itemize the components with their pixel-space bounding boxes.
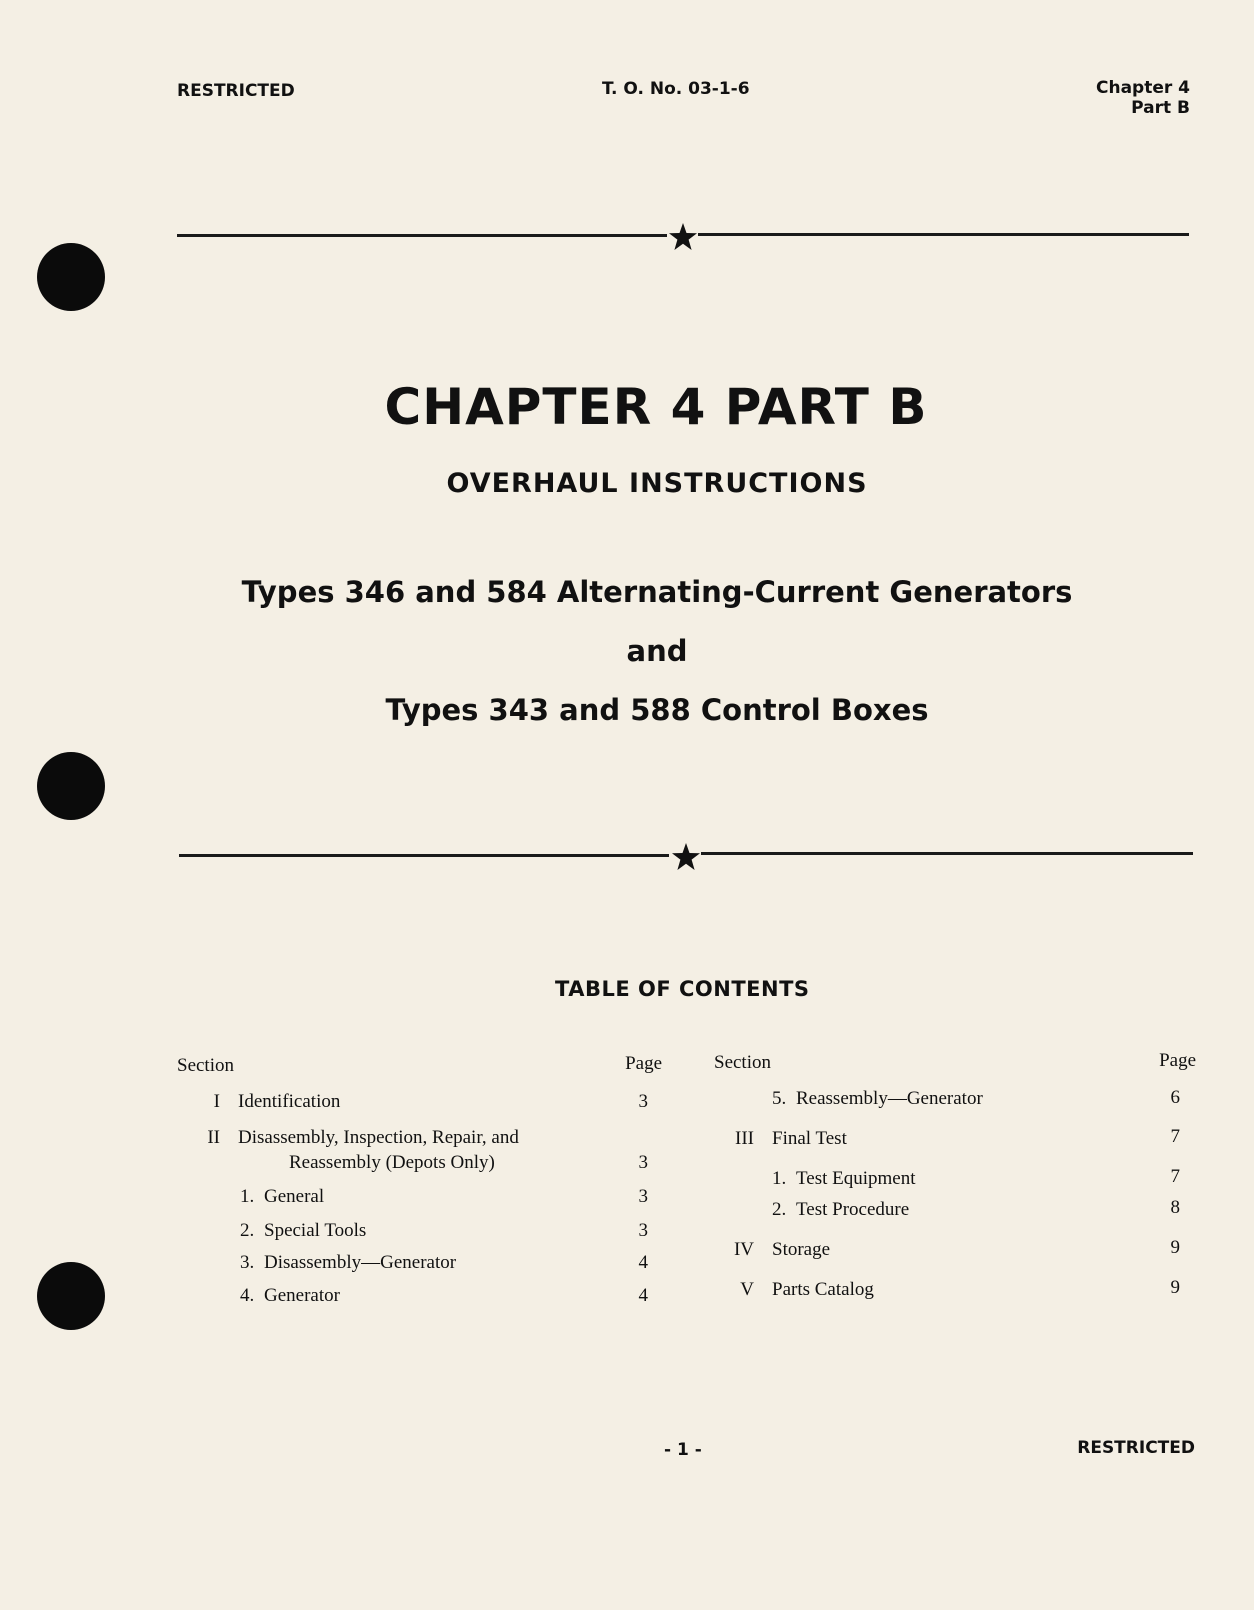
toc-entry-label: Identification	[238, 1091, 341, 1112]
star-icon	[671, 842, 701, 872]
divider-rule	[179, 854, 669, 857]
footer-page-number: - 1 -	[664, 1440, 702, 1460]
divider-rule	[177, 234, 667, 237]
toc-entry-page: 6	[1170, 1087, 1180, 1108]
toc-entry-label: Test Procedure	[796, 1199, 910, 1220]
binder-hole-icon	[37, 1262, 105, 1330]
title-types-generators: Types 346 and 584 Alternating-Current Generators	[241, 575, 1073, 609]
toc-col-page: Page	[1159, 1050, 1196, 1071]
divider-rule	[701, 852, 1193, 855]
toc-entry-page: 7	[1170, 1166, 1180, 1187]
divider-rule	[698, 233, 1189, 236]
chapter-subtitle: OVERHAUL INSTRUCTIONS	[446, 468, 868, 499]
toc-entry-number: II	[207, 1127, 220, 1148]
toc-entry-label: Generator	[264, 1285, 340, 1306]
toc-entry-number: 1.	[240, 1186, 255, 1207]
toc-entry-label-continued: Reassembly (Depots Only)	[289, 1152, 495, 1173]
header-tech-order: T. O. No. 03-1-6	[602, 79, 750, 99]
header-part: Part B	[1131, 98, 1190, 118]
toc-entry-number: 2.	[240, 1220, 255, 1241]
toc-entry-page: 3	[638, 1152, 648, 1173]
toc-entry-label: Parts Catalog	[772, 1279, 874, 1300]
toc-heading: TABLE OF CONTENTS	[555, 977, 810, 1001]
toc-entry-page: 9	[1170, 1277, 1180, 1298]
toc-entry-page: 3	[638, 1186, 648, 1207]
toc-entry-label: Final Test	[772, 1128, 847, 1149]
toc-entry-number: 1.	[772, 1168, 787, 1189]
toc-entry-number: V	[740, 1279, 754, 1300]
star-icon	[668, 222, 698, 252]
header-chapter: Chapter 4	[1095, 78, 1190, 98]
toc-entry-page: 3	[638, 1220, 648, 1241]
title-and: and	[626, 634, 688, 668]
toc-entry-number: 4.	[240, 1285, 255, 1306]
toc-entry-page: 9	[1170, 1237, 1180, 1258]
toc-entry-label: Disassembly, Inspection, Repair, and	[238, 1127, 519, 1148]
toc-entry-number: 3.	[240, 1252, 255, 1273]
toc-entry-number: III	[735, 1128, 754, 1149]
binder-hole-icon	[37, 243, 105, 311]
toc-entry-page: 8	[1170, 1197, 1180, 1218]
toc-entry-page: 3	[638, 1091, 648, 1112]
toc-col-page: Page	[625, 1053, 662, 1074]
chapter-title: CHAPTER 4 PART B	[384, 378, 928, 436]
toc-col-section: Section	[177, 1055, 234, 1076]
toc-entry-number: IV	[733, 1239, 754, 1260]
binder-hole-icon	[37, 752, 105, 820]
toc-entry-label: Disassembly—Generator	[264, 1252, 457, 1273]
toc-entry-number: 5.	[772, 1088, 787, 1109]
toc-entry-label: Storage	[772, 1239, 831, 1260]
footer-classification: RESTRICTED	[1077, 1438, 1195, 1458]
toc-entry-label: General	[264, 1186, 325, 1207]
toc-entry-label: Test Equipment	[796, 1168, 916, 1189]
toc-entry-page: 4	[638, 1285, 648, 1306]
toc-col-section: Section	[714, 1052, 771, 1073]
toc-entry-page: 4	[638, 1252, 648, 1273]
header-classification: RESTRICTED	[177, 81, 295, 101]
toc-entry-page: 7	[1170, 1126, 1180, 1147]
toc-entry-number: I	[213, 1091, 220, 1112]
toc-entry-label: Reassembly—Generator	[796, 1088, 983, 1109]
toc-entry-label: Special Tools	[264, 1220, 367, 1241]
toc-entry-number: 2.	[772, 1199, 787, 1220]
title-types-control-boxes: Types 343 and 588 Control Boxes	[385, 693, 929, 727]
